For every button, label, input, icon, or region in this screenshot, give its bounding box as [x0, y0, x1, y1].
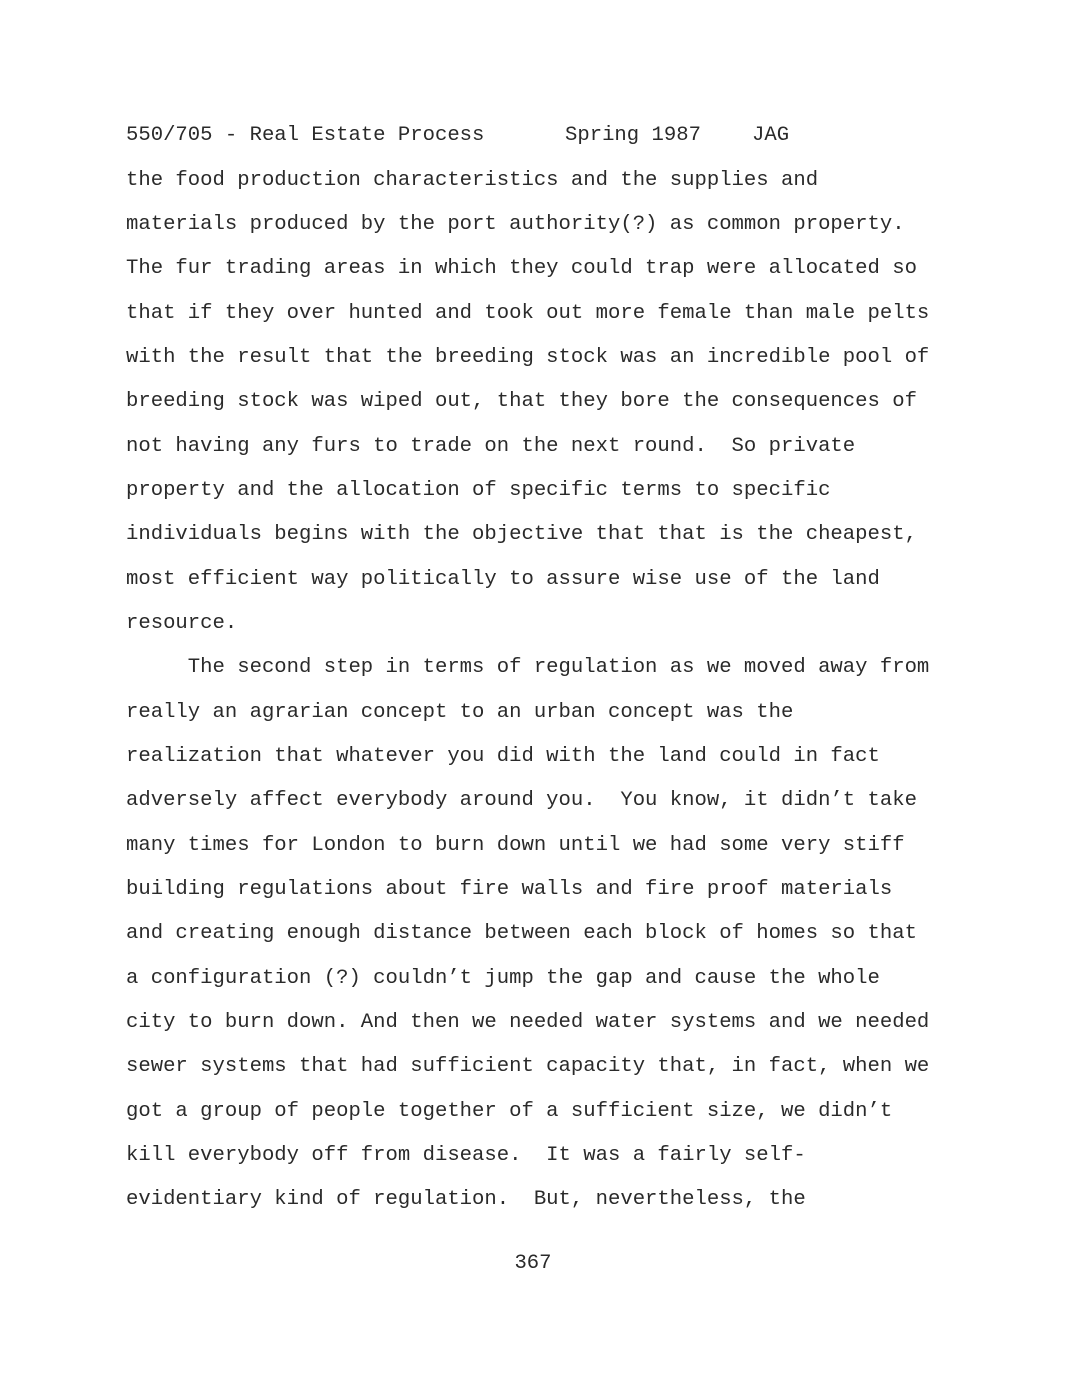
text-line: many times for London to burn down until we had some very stiff: [126, 834, 905, 857]
text-line: kill everybody off from disease. It was a fairly self-: [126, 1144, 806, 1167]
text-line: most efficient way politically to assure wise use of the land: [126, 568, 880, 591]
text-line: city to burn down. And then we needed water systems and we needed: [126, 1011, 930, 1034]
text-line: breeding stock was wiped out, that they bore the consequences of: [126, 390, 917, 413]
text-line: the food production characteristics and the supplies and: [126, 169, 819, 192]
author-initials: JAG: [752, 124, 790, 147]
text-line: property and the allocation of specific terms to specific: [126, 479, 831, 502]
term: Spring 1987: [565, 124, 701, 147]
text-line: that if they over hunted and took out more female than male pelts: [126, 302, 930, 325]
text-line: resource.: [126, 612, 238, 635]
course-title: 550/705 - Real Estate Process: [126, 124, 485, 147]
text-line: evidentiary kind of regulation. But, nevertheless, the: [126, 1188, 806, 1211]
text-line: building regulations about fire walls and fire proof materials: [126, 878, 893, 901]
text-line: adversely affect everybody around you. You know, it didn’t take: [126, 789, 917, 812]
text-line: individuals begins with the objective that that is the cheapest,: [126, 523, 917, 546]
text-line: with the result that the breeding stock was an incredible pool of: [126, 346, 930, 369]
text-line: sewer systems that had sufficient capacity that, in fact, when we: [126, 1055, 930, 1078]
text-line: materials produced by the port authority(?) as common property.: [126, 213, 905, 236]
text-line: The second step in terms of regulation as we moved away from: [126, 656, 930, 679]
text-line: a configuration (?) couldn’t jump the gap and cause the whole: [126, 967, 880, 990]
page-number: 367: [514, 1252, 552, 1275]
text-line: and creating enough distance between each block of homes so that: [126, 922, 917, 945]
text-line: The fur trading areas in which they could trap were allocated so: [126, 257, 917, 280]
text-line: really an agrarian concept to an urban concept was the: [126, 701, 794, 724]
text-line: realization that whatever you did with the land could in fact: [126, 745, 880, 768]
text-line: not having any furs to trade on the next round. So private: [126, 435, 856, 458]
text-line: got a group of people together of a sufficient size, we didn’t: [126, 1100, 893, 1123]
